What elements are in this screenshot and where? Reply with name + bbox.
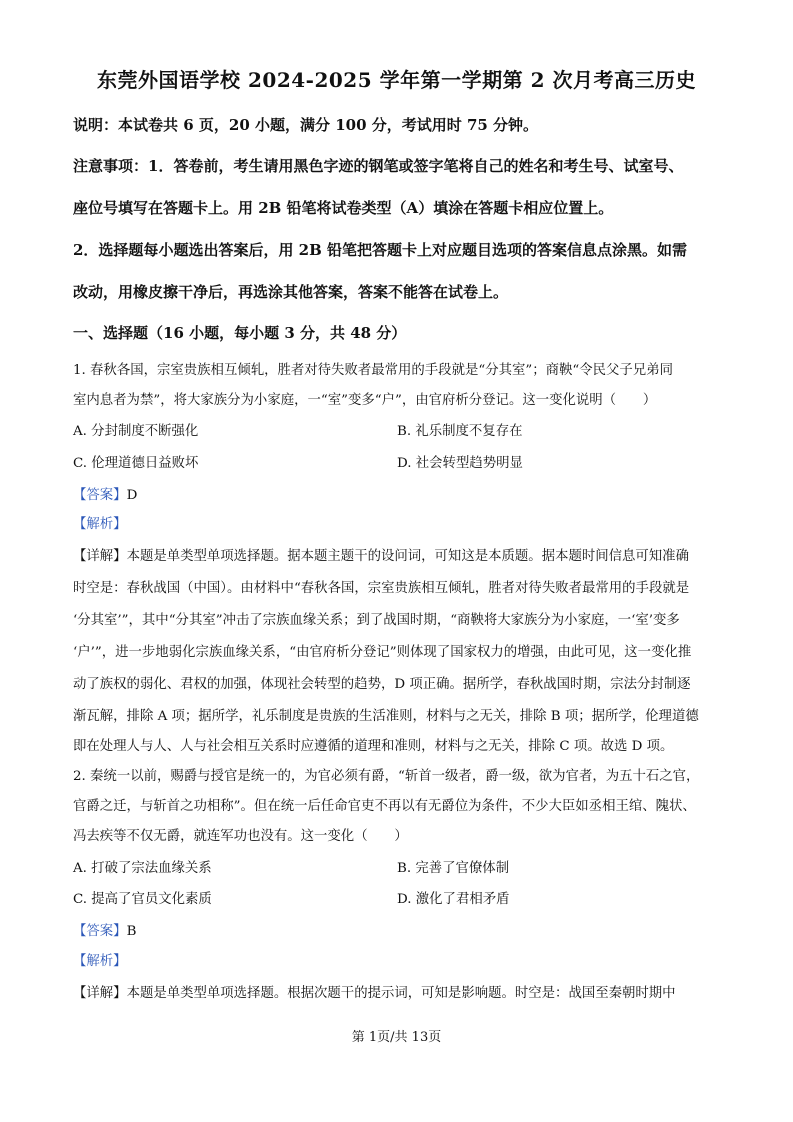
q1-detail-text-1: 本题是单类型单项选择题。据本题主题干的设问词，可知这是本质题。据本题时间信息可知准确 — [126, 549, 689, 564]
q1-stem-line-2: 室内息者为禁”，将大家族分为小家庭，一“室”变多“户”，由官府析分登记。这一变化说明（ ） — [73, 393, 657, 408]
q2-stem-line-2: 官爵之迁，与斩首之功相称”。但在统一后任命官吏不再以有无爵位为条件，不少大臣如丞相王绾、隗状、 — [73, 799, 696, 814]
exam-title: 东莞外国语学校 2024-2025 学年第一学期第 2 次月考高三历史 — [97, 68, 696, 92]
attention-line-1: 注意事项：1．答卷前，考生请用黑色字迹的钢笔或签字笔将自己的姓名和考生号、试室号、 — [73, 157, 684, 175]
page-number: 第 1页/共 13页 — [351, 1030, 442, 1045]
q2-option-a: A. 打破了宗法血缘关系 — [73, 861, 212, 876]
q1-detail-tag: 【详解】 — [73, 549, 127, 564]
q1-detail-line-4: ‘户’”，进一步地弱化宗族血缘关系，“由官府析分登记”则体现了国家权力的增强，由此可见，这一变化推 — [73, 645, 692, 660]
q2-detail-line-1 — [73, 982, 676, 1001]
q1-analysis-tag: 【解析】 — [73, 517, 127, 532]
q2-option-c: C. 提高了官员文化素质 — [73, 892, 212, 907]
q1-option-c: C. 伦理道德日益败坏 — [73, 456, 199, 471]
q2-answer-row — [73, 920, 136, 939]
q1-option-b: B. 礼乐制度不复存在 — [397, 424, 523, 439]
q1-detail-line-3: ‘分其室’”，其中“分其室”冲击了宗族血缘关系；到了战国时期，“商鞅将大家族分为小家庭，一‘室’变多 — [73, 613, 680, 628]
q1-detail-line-7: 即在处理人与人、人与社会相互关系时应遵循的道理和准则，材料与之无关，排除 C 项。故选 D 项。 — [73, 739, 674, 754]
q2-answer-tag: 【答案】 — [73, 924, 127, 939]
attention-line-3: 2．选择题每小题选出答案后，用 2B 铅笔把答题卡上对应题目选项的答案信息点涂黑。如需 — [73, 241, 688, 259]
q1-answer-tag: 【答案】 — [73, 488, 127, 503]
q1-option-d: D. 社会转型趋势明显 — [397, 456, 523, 471]
q2-option-b: B. 完善了官僚体制 — [397, 861, 510, 876]
q2-detail-text-1: 本题是单类型单项选择题。根据次题干的提示词，可知是影响题。时空是：战国至秦朝时期中 — [126, 986, 676, 1001]
q2-stem-line-3: 冯去疾等不仅无爵，就连军功也没有。这一变化（ ） — [73, 829, 408, 844]
attention-line-4: 改动，用橡皮擦干净后，再选涂其他答案，答案不能答在试卷上。 — [73, 283, 509, 301]
q1-detail-line-2: 时空是：春秋战国（中国）。由材料中“春秋各国，宗室贵族相互倾轧，胜者对待失败者最常用的手段就是 — [73, 581, 690, 596]
q1-detail-line-6: 渐瓦解，排除 A 项；据所学，礼乐制度是贵族的生活准则，材料与之无关，排除 B 项；据所学，伦理道德 — [73, 709, 699, 724]
q1-detail-line-5: 动了族权的弱化、君权的加强，体现社会转型的趋势，D 项正确。据所学，春秋战国时期，宗法分封制逐 — [73, 677, 691, 692]
q2-stem-line-1: 2. 秦统一以前，赐爵与授官是统一的，为官必须有爵，“斩首一级者，爵一级，欲为官者，为五十石之官， — [73, 769, 700, 784]
section-heading: 一、选择题（16 小题，每小题 3 分，共 48 分） — [73, 324, 407, 342]
q1-option-a: A. 分封制度不断强化 — [73, 424, 199, 439]
q2-answer-value: B — [126, 924, 137, 939]
q2-detail-tag: 【详解】 — [73, 986, 127, 1001]
q2-analysis-tag: 【解析】 — [73, 954, 127, 969]
exam-note: 说明：本试卷共 6 页，20 小题，满分 100 分，考试用时 75 分钟。 — [73, 116, 539, 134]
q1-detail-line-1 — [73, 545, 689, 564]
q1-answer-value: D — [126, 488, 138, 503]
q2-option-d: D. 激化了君相矛盾 — [397, 892, 510, 907]
q1-answer-row — [73, 484, 137, 503]
attention-line-2: 座位号填写在答题卡上。用 2B 铅笔将试卷类型（A）填涂在答题卡相应位置上。 — [73, 199, 614, 217]
q1-stem-line-1: 1. 春秋各国，宗室贵族相互倾轧，胜者对待失败者最常用的手段就是“分其室”；商鞅“令民父子兄弟同 — [73, 363, 673, 378]
